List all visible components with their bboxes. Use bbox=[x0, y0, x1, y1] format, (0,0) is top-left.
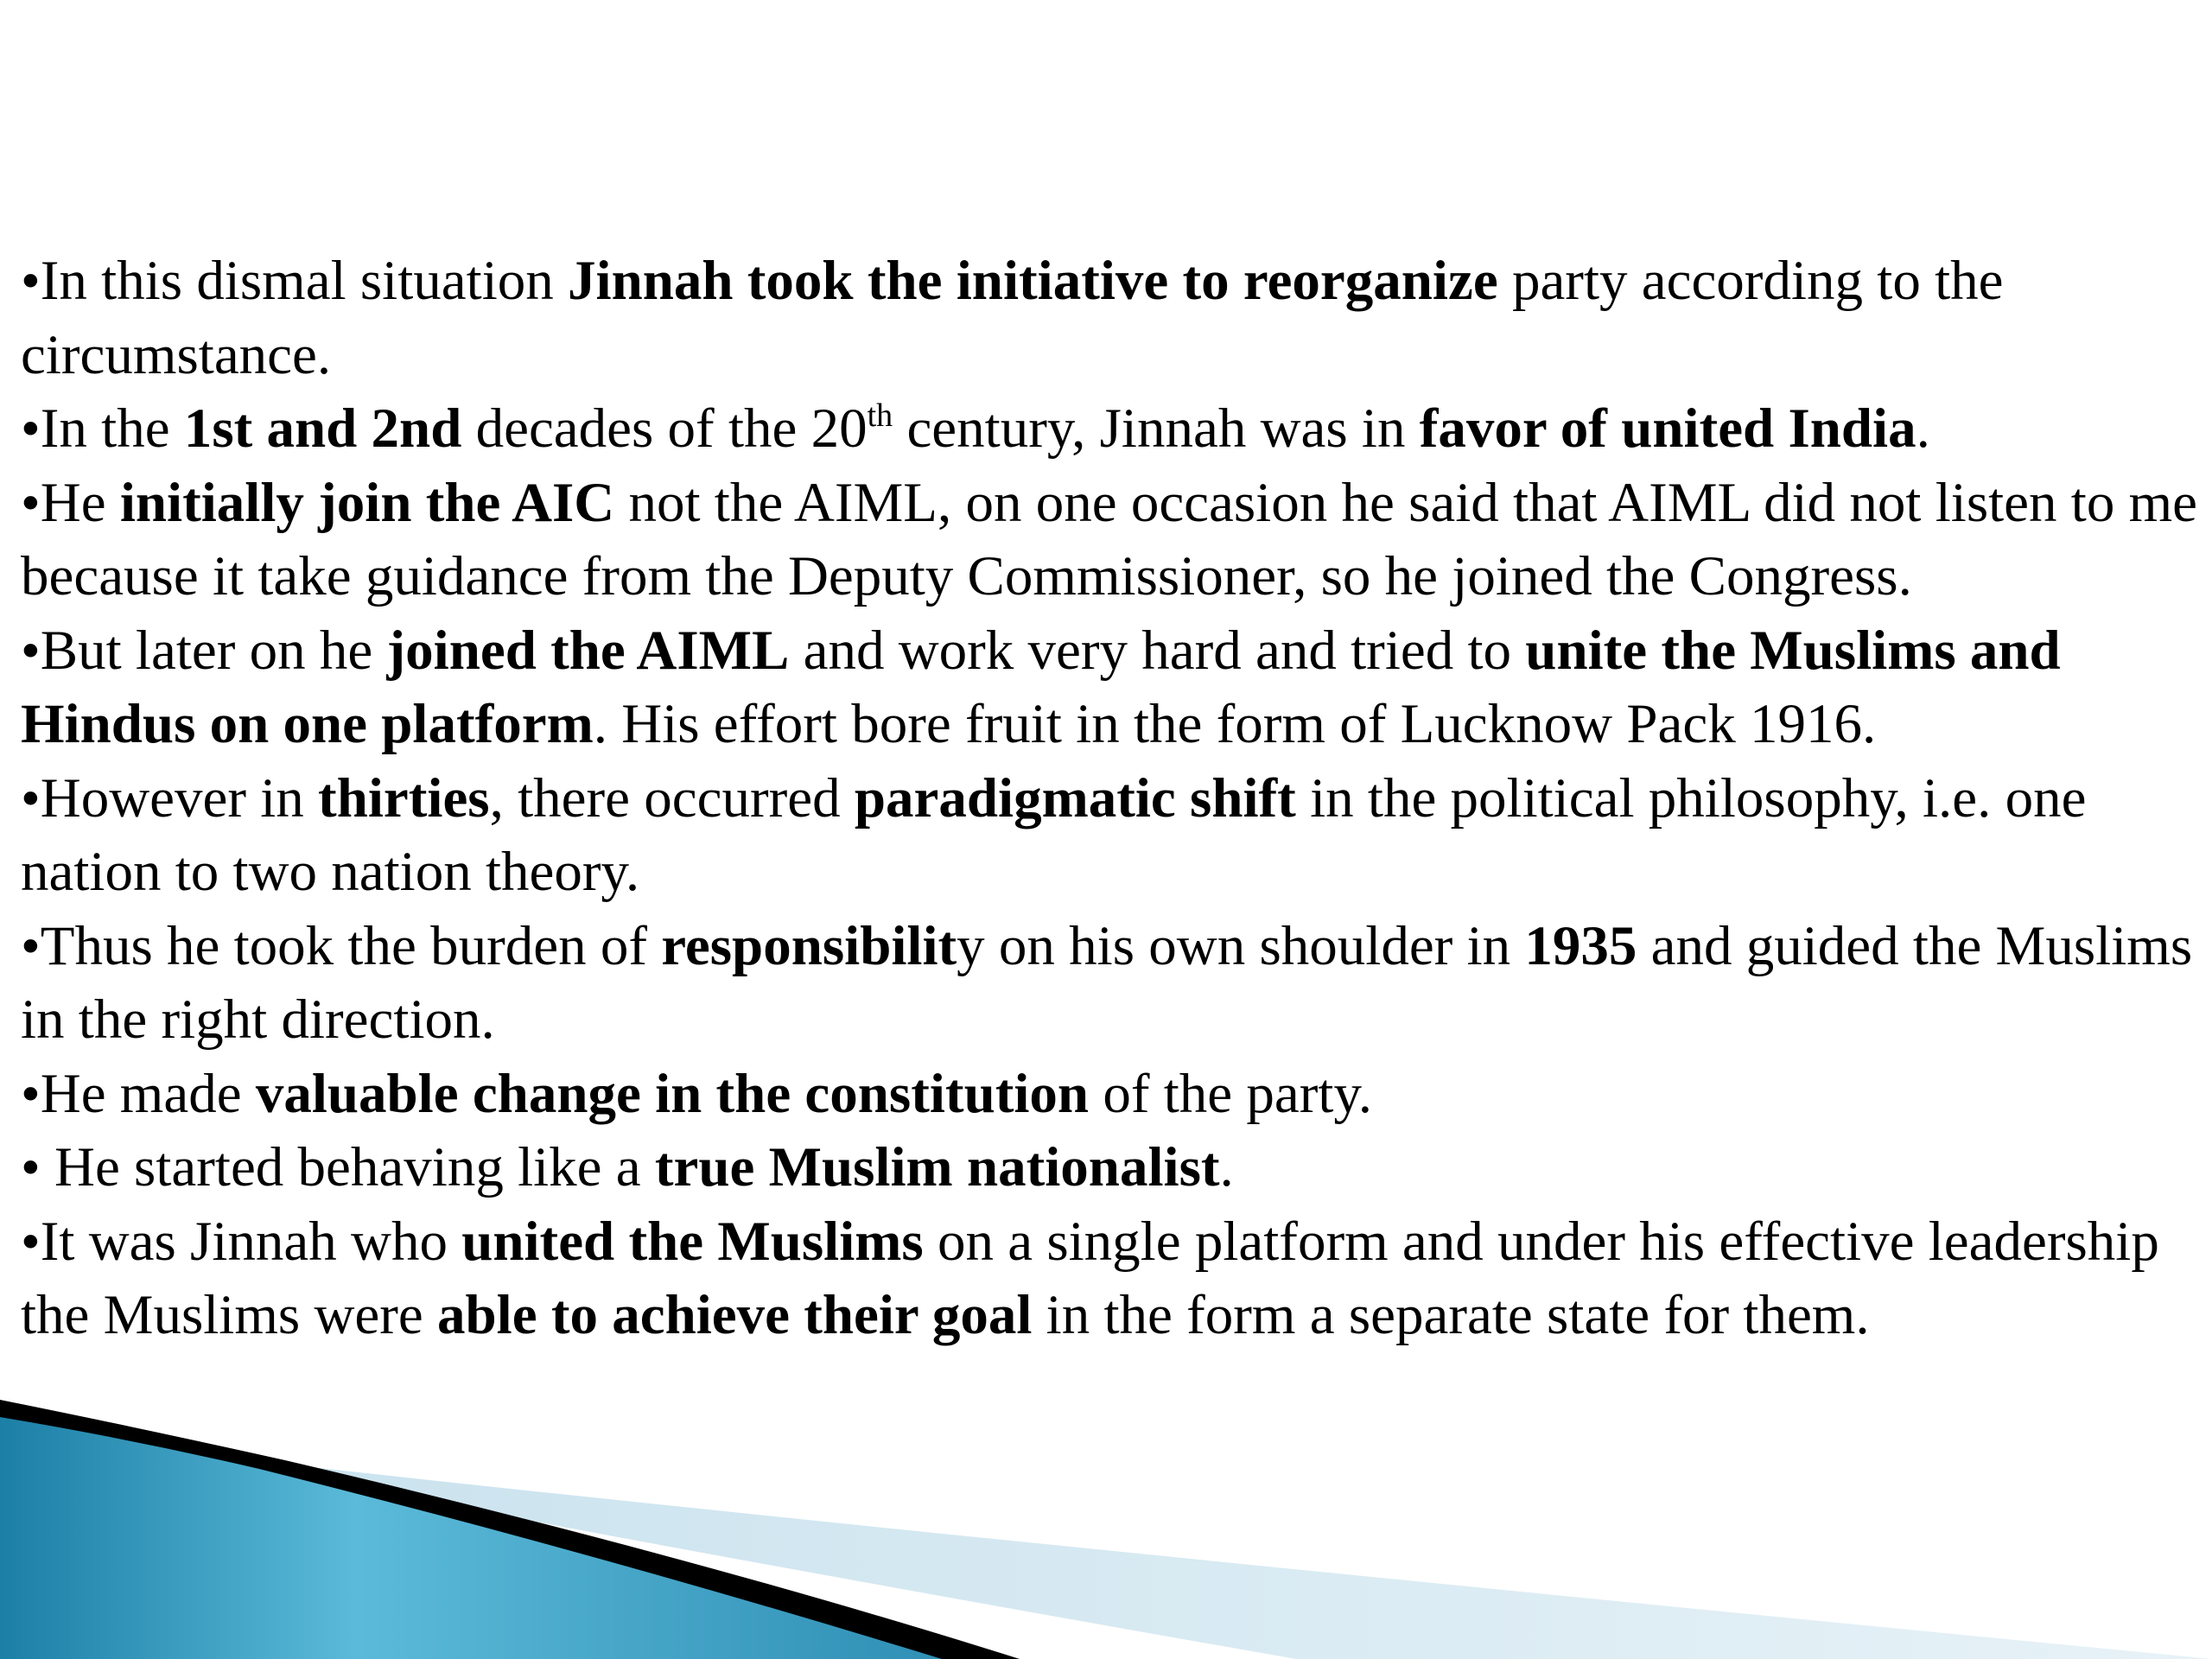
bold-text: thirties bbox=[318, 766, 490, 830]
bullet-item bbox=[21, 1058, 2198, 1132]
bold-text: Jinnah took the initiative to reorganize bbox=[568, 250, 1498, 312]
plain-text: decades of the 20 bbox=[461, 397, 868, 460]
plain-text: of the party. bbox=[1089, 1062, 1372, 1125]
bullet-item bbox=[21, 467, 2198, 614]
bullet-item bbox=[21, 910, 2198, 1058]
bold-text: able to achieve their goal bbox=[437, 1284, 1033, 1346]
bullet-item bbox=[21, 1131, 2198, 1205]
plain-text: •In this dismal situation bbox=[21, 250, 569, 312]
plain-text: party according to the circumstance. bbox=[21, 250, 2004, 386]
plain-text: •He made bbox=[21, 1062, 256, 1125]
plain-text: •Thus he took the burden of bbox=[21, 914, 662, 977]
plain-text: in the form a separate state for them. bbox=[1032, 1284, 1870, 1346]
plain-text: in the political philosophy, i.e. one nation to two nation theory. bbox=[21, 766, 2087, 903]
bold-text: valuable change in the constitution bbox=[255, 1062, 1090, 1125]
plain-text: •He bbox=[21, 471, 120, 534]
plain-text: •However in bbox=[21, 766, 319, 830]
plain-text: not the AIML, on one occasion he said that AIML did not listen to me because it take guidance from the Deputy Commissioner, so he joined the Congress. bbox=[21, 471, 2197, 607]
plain-text: •It was Jinnah who bbox=[21, 1210, 462, 1273]
bold-text: favor of united India bbox=[1419, 397, 1916, 460]
plain-text: •But later on he bbox=[21, 619, 387, 682]
bullet-list bbox=[21, 245, 2198, 1353]
bold-text: united the Muslims bbox=[461, 1210, 924, 1273]
plain-text: . bbox=[1916, 397, 1930, 460]
plain-text: . bbox=[1219, 1136, 1234, 1198]
plain-text: • He started behaving like a bbox=[21, 1136, 655, 1198]
bold-text: 1st and 2nd bbox=[183, 397, 462, 460]
bold-text: unite the Muslims and Hindus on one platform bbox=[21, 619, 2061, 755]
bullet-item bbox=[21, 1205, 2198, 1353]
plain-text: . His effort bore fruit in the form of Lucknow Pack 1916. bbox=[593, 693, 1877, 755]
superscript-text: th bbox=[867, 397, 893, 434]
bold-text: initially join the AIC bbox=[119, 471, 615, 534]
bullet-item bbox=[21, 614, 2198, 762]
bold-text: joined the AIML bbox=[386, 619, 790, 682]
plain-text: y on his own shoulder in bbox=[957, 914, 1525, 977]
bold-text: paradigmatic shift bbox=[854, 766, 1296, 830]
bullet-item bbox=[21, 392, 2198, 467]
plain-text: century, Jinnah was in bbox=[893, 397, 1420, 460]
plain-text: and guided the Muslims in the right direction. bbox=[21, 914, 2193, 1051]
plain-text: on a single platform and under his effective leadership the Muslims were bbox=[21, 1210, 2159, 1346]
plain-text: and work very hard and tried to bbox=[789, 619, 1526, 682]
bold-text: responsibilit bbox=[661, 914, 957, 977]
plain-text: •In the bbox=[21, 397, 184, 460]
bullet-item bbox=[21, 245, 2198, 392]
bold-text: true Muslim nationalist bbox=[654, 1136, 1220, 1198]
bold-text: 1935 bbox=[1524, 914, 1637, 977]
bullet-item bbox=[21, 762, 2198, 910]
plain-text: , there occurred bbox=[489, 766, 855, 830]
